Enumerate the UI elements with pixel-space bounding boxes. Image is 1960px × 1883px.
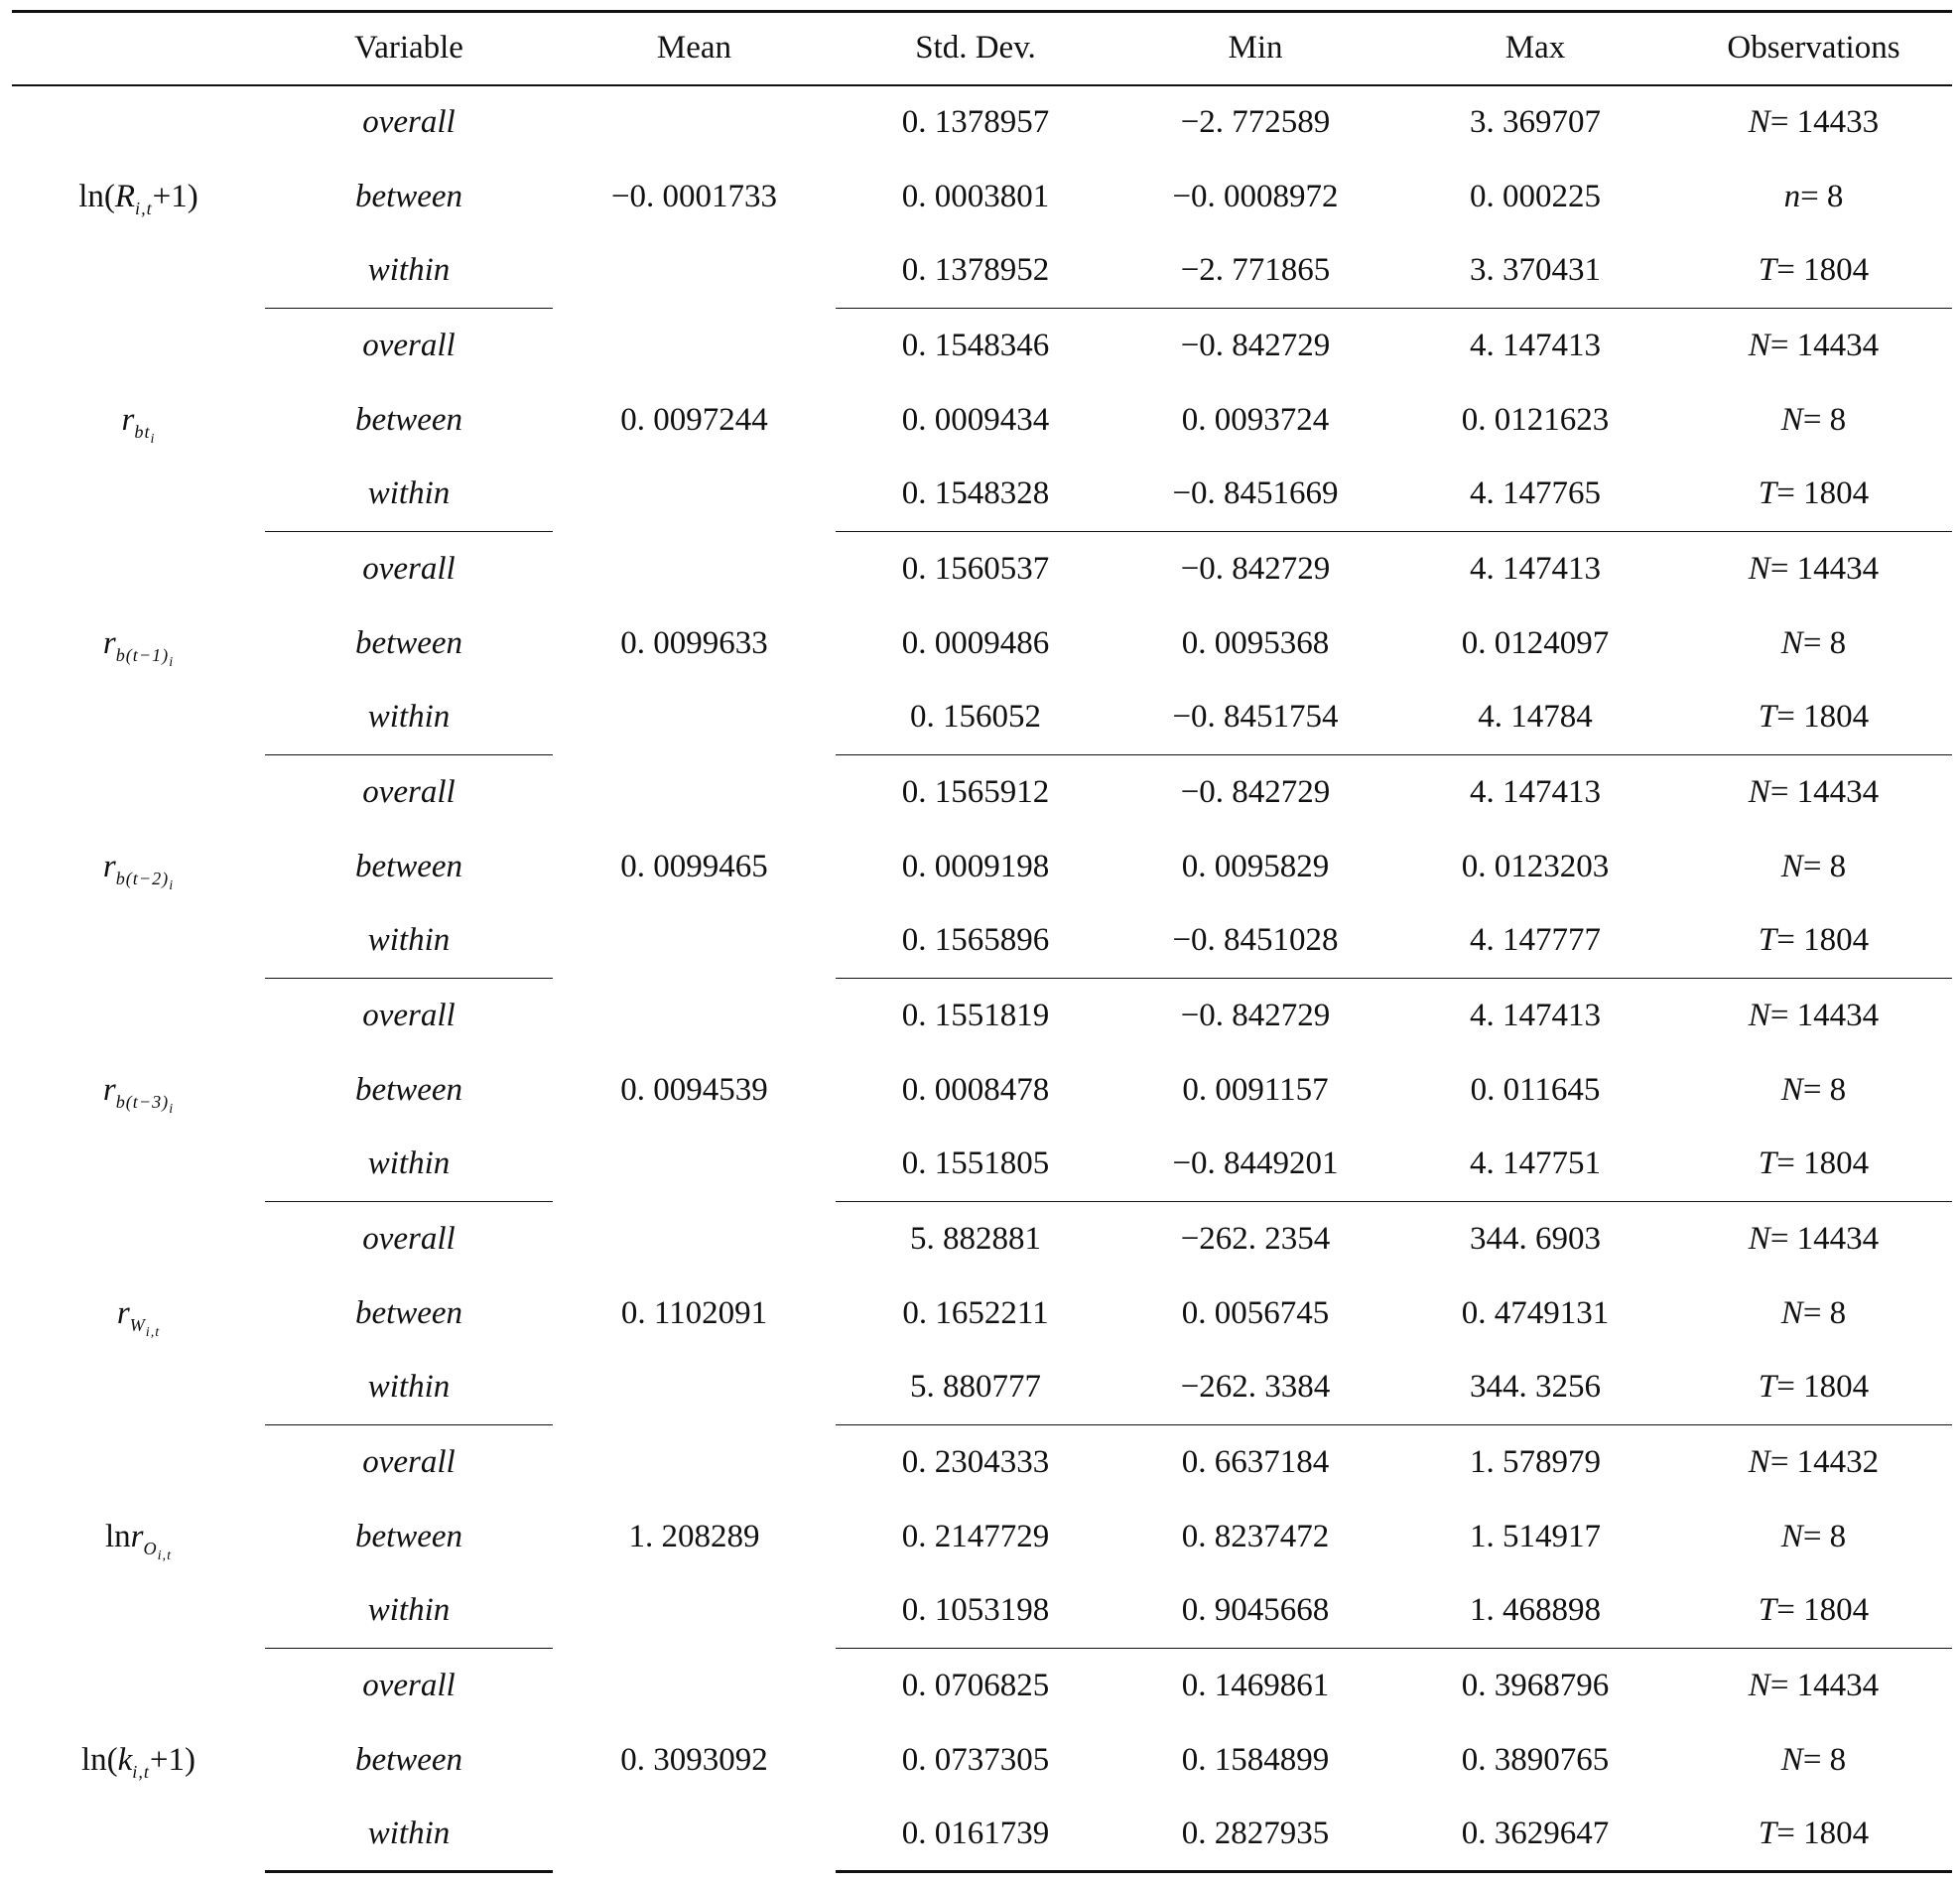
max-cell: 0. 0123203 (1461, 848, 1610, 884)
observations-symbol: N (1748, 550, 1770, 587)
variable-label (12, 1649, 265, 1872)
table-row (12, 1574, 1952, 1649)
observations-symbol: T (1758, 699, 1777, 736)
variable-label-subscript-group (135, 199, 153, 218)
variable-group (12, 755, 1952, 979)
variable-label-symbol: r (102, 1071, 116, 1108)
component-label: overall (362, 550, 456, 587)
component-label: within (265, 1798, 553, 1872)
observations-value: = 14434 (1769, 1220, 1880, 1257)
table-row (12, 309, 1952, 383)
observations-symbol: n (1783, 178, 1801, 214)
component-label: between (354, 178, 463, 214)
component-label: overall (362, 327, 456, 363)
component-label: between (354, 848, 463, 884)
variable-label-symbol: k (117, 1741, 133, 1778)
variable-label-symbol: r (102, 848, 116, 884)
component-label: within (265, 681, 553, 755)
observations-symbol: T (1758, 922, 1777, 959)
observations-cell (1675, 309, 1952, 383)
max-cell: 1. 468898 (1395, 1574, 1675, 1649)
header-mean: Mean (553, 12, 836, 85)
variable-label-subsubscript: i (169, 1100, 175, 1117)
std-dev-cell: 0. 1652211 (902, 1294, 1049, 1331)
observations-symbol: T (1758, 1369, 1777, 1406)
variable-label-subscript: i,t (135, 199, 153, 219)
header-std-dev: Std. Dev. (836, 12, 1115, 85)
min-cell: −0. 8449201 (1115, 1128, 1395, 1202)
observations-value: = 1804 (1776, 922, 1870, 959)
observations-cell (1675, 1798, 1952, 1872)
observations-symbol: N (1748, 104, 1770, 140)
observations-value: = 8 (1802, 1741, 1847, 1778)
max-cell: 3. 369707 (1470, 104, 1601, 140)
variable-label-subscript: b(t−3) (115, 1091, 170, 1112)
observations-cell (1675, 1723, 1952, 1798)
variable-label-symbol: R (114, 179, 136, 214)
variable-group (12, 979, 1952, 1202)
component-label: within (265, 1351, 553, 1425)
component-label: within (265, 234, 553, 309)
variable-label-subscript-group (143, 1538, 173, 1563)
std-dev-cell: 0. 1548328 (836, 458, 1115, 532)
observations-symbol: N (1748, 1220, 1770, 1257)
table-row (12, 606, 1952, 681)
max-cell: 4. 147413 (1470, 773, 1601, 810)
max-cell: 1. 578979 (1470, 1443, 1601, 1480)
observations-value: = 8 (1802, 624, 1847, 661)
min-cell: 0. 6637184 (1181, 1443, 1330, 1480)
observations-value: = 14434 (1769, 550, 1880, 587)
min-cell: −0. 842729 (1180, 773, 1331, 810)
summary-statistics-table (12, 10, 1952, 1873)
max-cell: 0. 3629647 (1395, 1798, 1675, 1872)
variable-label-prefix: ln( (78, 179, 115, 214)
table-row (12, 160, 1952, 234)
variable-label-prefix: ln (104, 1518, 131, 1554)
variable-label-symbol: r (130, 1518, 144, 1554)
min-cell: 0. 0095368 (1181, 624, 1330, 661)
table-row (12, 830, 1952, 904)
header-min: Min (1115, 12, 1395, 85)
variable-label-subscript-group (115, 1091, 175, 1117)
std-dev-cell: 0. 1551819 (901, 997, 1050, 1033)
observations-symbol: N (1748, 327, 1770, 363)
variable-group (12, 532, 1952, 755)
variable-label-suffix: +1) (152, 179, 198, 214)
mean-cell: 0. 0094539 (620, 1071, 768, 1108)
observations-value: = 8 (1802, 401, 1847, 438)
observations-cell (1675, 1277, 1952, 1351)
observations-symbol: N (1780, 1741, 1803, 1778)
variable-label-subsubscript: i,t (157, 1547, 173, 1563)
std-dev-cell: 0. 1378957 (901, 104, 1050, 140)
variable-label (12, 85, 265, 309)
variable-label-subscript: i,t (132, 1761, 150, 1782)
observations-value: = 14434 (1769, 773, 1880, 810)
variable-label-subsubscript: i (169, 876, 175, 893)
min-cell: 0. 2827935 (1115, 1798, 1395, 1872)
component-label: overall (362, 104, 456, 140)
observations-cell (1675, 160, 1952, 234)
table-row (12, 1202, 1952, 1277)
variable-label-subscript: O (143, 1538, 158, 1558)
observations-cell (1675, 383, 1952, 458)
std-dev-cell: 0. 0737305 (901, 1741, 1050, 1778)
table-row (12, 1053, 1952, 1128)
std-dev-cell: 0. 2304333 (901, 1443, 1050, 1480)
observations-value: = 1804 (1776, 1592, 1870, 1629)
min-cell: −2. 772589 (1180, 104, 1331, 140)
min-cell: −0. 8451669 (1115, 458, 1395, 532)
observations-value: = 1804 (1776, 1815, 1870, 1851)
variable-label-subscript-group (129, 1314, 161, 1340)
variable-label-symbol: r (121, 401, 135, 438)
variable-label-symbol: r (116, 1294, 130, 1331)
observations-value: = 14434 (1769, 327, 1880, 363)
variable-group (12, 309, 1952, 532)
table-row (12, 681, 1952, 755)
observations-cell (1675, 1574, 1952, 1649)
table-row (12, 904, 1952, 979)
table-row (12, 1649, 1952, 1723)
min-cell: −0. 842729 (1180, 997, 1331, 1033)
component-label: between (354, 1294, 463, 1331)
observations-value: = 14434 (1769, 997, 1880, 1033)
observations-cell (1675, 1128, 1952, 1202)
variable-label (12, 755, 265, 979)
table-row (12, 234, 1952, 309)
observations-cell (1675, 1649, 1952, 1723)
max-cell: 0. 000225 (1470, 178, 1601, 214)
component-label: within (265, 1574, 553, 1649)
header-row (12, 12, 1952, 85)
observations-cell (1675, 904, 1952, 979)
min-cell: 0. 0056745 (1181, 1294, 1330, 1331)
max-cell: 0. 0121623 (1461, 401, 1610, 438)
observations-value: = 8 (1802, 1294, 1847, 1331)
observations-symbol: T (1758, 252, 1777, 289)
table-row (12, 755, 1952, 830)
min-cell: 0. 1584899 (1181, 1741, 1330, 1778)
std-dev-cell: 0. 2147729 (901, 1518, 1050, 1554)
table-header (12, 12, 1952, 85)
variable-label (12, 532, 265, 755)
max-cell: 344. 3256 (1395, 1351, 1675, 1425)
component-label: overall (362, 997, 456, 1033)
table-row (12, 1128, 1952, 1202)
observations-symbol: N (1748, 773, 1770, 810)
max-cell: 0. 4749131 (1461, 1294, 1610, 1331)
component-label: overall (362, 1667, 456, 1703)
observations-cell (1675, 1351, 1952, 1425)
variable-label-suffix: +1) (149, 1741, 196, 1778)
variable-label-subscript: W (129, 1314, 146, 1335)
observations-symbol: N (1748, 997, 1770, 1033)
variable-label-subsubscript: i,t (145, 1323, 161, 1340)
std-dev-cell: 0. 1565896 (836, 904, 1115, 979)
header-variable: Variable (265, 12, 553, 85)
observations-value: = 8 (1802, 848, 1847, 884)
variable-label-subsubscript: i (150, 430, 156, 447)
min-cell: 0. 0091157 (1182, 1071, 1329, 1108)
min-cell: 0. 0095829 (1181, 848, 1330, 884)
observations-value: = 1804 (1776, 1369, 1870, 1406)
std-dev-cell: 0. 1551805 (836, 1128, 1115, 1202)
observations-value: = 8 (1802, 1518, 1847, 1554)
table-row (12, 85, 1952, 160)
variable-label (12, 1202, 265, 1425)
header-observations: Observations (1675, 12, 1952, 85)
observations-cell (1675, 830, 1952, 904)
max-cell: 4. 147777 (1395, 904, 1675, 979)
std-dev-cell: 0. 0009434 (901, 401, 1050, 438)
max-cell: 0. 3968796 (1461, 1667, 1610, 1703)
max-cell: 4. 147413 (1470, 550, 1601, 587)
component-label: within (265, 1128, 553, 1202)
min-cell: 0. 0093724 (1181, 401, 1330, 438)
min-cell: −0. 842729 (1180, 550, 1331, 587)
min-cell: 0. 9045668 (1115, 1574, 1395, 1649)
min-cell: −0. 8451028 (1115, 904, 1395, 979)
component-label: between (354, 624, 463, 661)
table-row (12, 1500, 1952, 1574)
table-row (12, 979, 1952, 1053)
variable-label-symbol: r (102, 624, 116, 661)
observations-value: = 14432 (1769, 1443, 1880, 1480)
observations-value: = 1804 (1776, 475, 1870, 512)
observations-symbol: T (1758, 1592, 1777, 1629)
mean-cell: 0. 3093092 (620, 1741, 768, 1778)
observations-value: = 8 (1800, 178, 1844, 214)
std-dev-cell: 0. 1378952 (836, 234, 1115, 309)
mean-cell: −0. 0001733 (610, 179, 778, 214)
component-label: overall (362, 1443, 456, 1480)
mean-cell: 0. 0099633 (620, 624, 768, 661)
component-label: between (354, 1071, 463, 1108)
variable-group (12, 1649, 1952, 1872)
header-variable-name (12, 12, 265, 85)
observations-value: = 1804 (1776, 699, 1870, 736)
observations-cell (1675, 1500, 1952, 1574)
variable-label-subscript: b(t−1) (115, 644, 170, 665)
observations-cell (1675, 1053, 1952, 1128)
observations-cell (1675, 1202, 1952, 1277)
min-cell: −0. 8451754 (1115, 681, 1395, 755)
observations-symbol: T (1758, 1145, 1777, 1182)
std-dev-cell: 0. 0706825 (901, 1667, 1050, 1703)
std-dev-cell: 0. 0009198 (901, 848, 1050, 884)
header-max: Max (1395, 12, 1675, 85)
max-cell: 344. 6903 (1470, 1220, 1601, 1257)
table-row (12, 383, 1952, 458)
variable-label-subsubscript: i (169, 653, 175, 670)
component-label: between (354, 401, 463, 438)
variable-label (12, 309, 265, 532)
observations-cell (1675, 234, 1952, 309)
component-label: within (265, 458, 553, 532)
variable-group (12, 1202, 1952, 1425)
variable-label-subscript-group (134, 421, 156, 447)
variable-label-subscript-group (132, 1762, 150, 1782)
observations-cell (1675, 979, 1952, 1053)
observations-symbol: N (1780, 1071, 1803, 1108)
table-row (12, 1425, 1952, 1500)
std-dev-cell: 0. 1565912 (901, 773, 1050, 810)
component-label: within (265, 904, 553, 979)
max-cell: 4. 147751 (1395, 1128, 1675, 1202)
component-label: between (354, 1518, 463, 1554)
table-row (12, 532, 1952, 606)
observations-symbol: N (1748, 1443, 1770, 1480)
max-cell: 0. 011645 (1470, 1071, 1601, 1108)
observations-symbol: N (1780, 1294, 1803, 1331)
std-dev-cell: 0. 1560537 (901, 550, 1050, 587)
observations-symbol: T (1758, 475, 1777, 512)
observations-value: = 14433 (1769, 104, 1880, 140)
variable-label-subscript: b(t−2) (115, 868, 170, 888)
observations-cell (1675, 458, 1952, 532)
min-cell: 0. 1469861 (1181, 1667, 1330, 1703)
std-dev-cell: 0. 1548346 (901, 327, 1050, 363)
observations-value: = 14434 (1769, 1667, 1880, 1703)
min-cell: 0. 8237472 (1181, 1518, 1330, 1554)
observations-symbol: N (1780, 848, 1803, 884)
component-label: between (354, 1741, 463, 1778)
std-dev-cell: 5. 882881 (910, 1220, 1041, 1257)
max-cell: 4. 14784 (1395, 681, 1675, 755)
table-row (12, 458, 1952, 532)
max-cell: 4. 147413 (1470, 997, 1601, 1033)
max-cell: 0. 0124097 (1461, 624, 1610, 661)
min-cell: −262. 3384 (1115, 1351, 1395, 1425)
observations-symbol: N (1748, 1667, 1770, 1703)
min-cell: −262. 2354 (1180, 1220, 1331, 1257)
table-row (12, 1723, 1952, 1798)
std-dev-cell: 0. 0003801 (901, 178, 1050, 214)
variable-label-prefix: ln( (80, 1741, 118, 1778)
variable-label-subscript-group (115, 644, 175, 670)
variable-label (12, 979, 265, 1202)
observations-value: = 1804 (1776, 1145, 1870, 1182)
table-row (12, 1277, 1952, 1351)
observations-cell (1675, 606, 1952, 681)
observations-value: = 8 (1802, 1071, 1847, 1108)
max-cell: 1. 514917 (1470, 1518, 1601, 1554)
variable-group (12, 1425, 1952, 1649)
component-label: overall (362, 1220, 456, 1257)
variable-label-subscript: bt (134, 421, 151, 442)
max-cell: 4. 147413 (1470, 327, 1601, 363)
max-cell: 0. 3890765 (1461, 1741, 1610, 1778)
observations-cell (1675, 1425, 1952, 1500)
min-cell: −0. 842729 (1180, 327, 1331, 363)
mean-cell: 0. 1102091 (620, 1294, 768, 1331)
observations-cell (1675, 681, 1952, 755)
variable-group (12, 85, 1952, 309)
std-dev-cell: 0. 1053198 (836, 1574, 1115, 1649)
observations-cell (1675, 532, 1952, 606)
observations-cell (1675, 755, 1952, 830)
max-cell: 3. 370431 (1395, 234, 1675, 309)
std-dev-cell: 5. 880777 (836, 1351, 1115, 1425)
std-dev-cell: 0. 0009486 (901, 624, 1050, 661)
min-cell: −2. 771865 (1115, 234, 1395, 309)
std-dev-cell: 0. 156052 (836, 681, 1115, 755)
variable-label (12, 1425, 265, 1649)
observations-value: = 1804 (1776, 252, 1870, 289)
mean-cell: 0. 0099465 (620, 848, 768, 884)
min-cell: −0. 0008972 (1172, 178, 1339, 214)
variable-label-subscript-group (115, 868, 175, 893)
observations-cell (1675, 85, 1952, 160)
mean-cell: 0. 0097244 (620, 401, 768, 438)
component-label: overall (362, 773, 456, 810)
std-dev-cell: 0. 0008478 (901, 1071, 1050, 1108)
table-row (12, 1798, 1952, 1872)
table-row (12, 1351, 1952, 1425)
std-dev-cell: 0. 0161739 (836, 1798, 1115, 1872)
observations-symbol: N (1780, 1518, 1803, 1554)
mean-cell: 1. 208289 (628, 1518, 760, 1554)
observations-symbol: N (1780, 401, 1803, 438)
observations-symbol: N (1780, 624, 1803, 661)
max-cell: 4. 147765 (1395, 458, 1675, 532)
observations-symbol: T (1758, 1815, 1777, 1851)
